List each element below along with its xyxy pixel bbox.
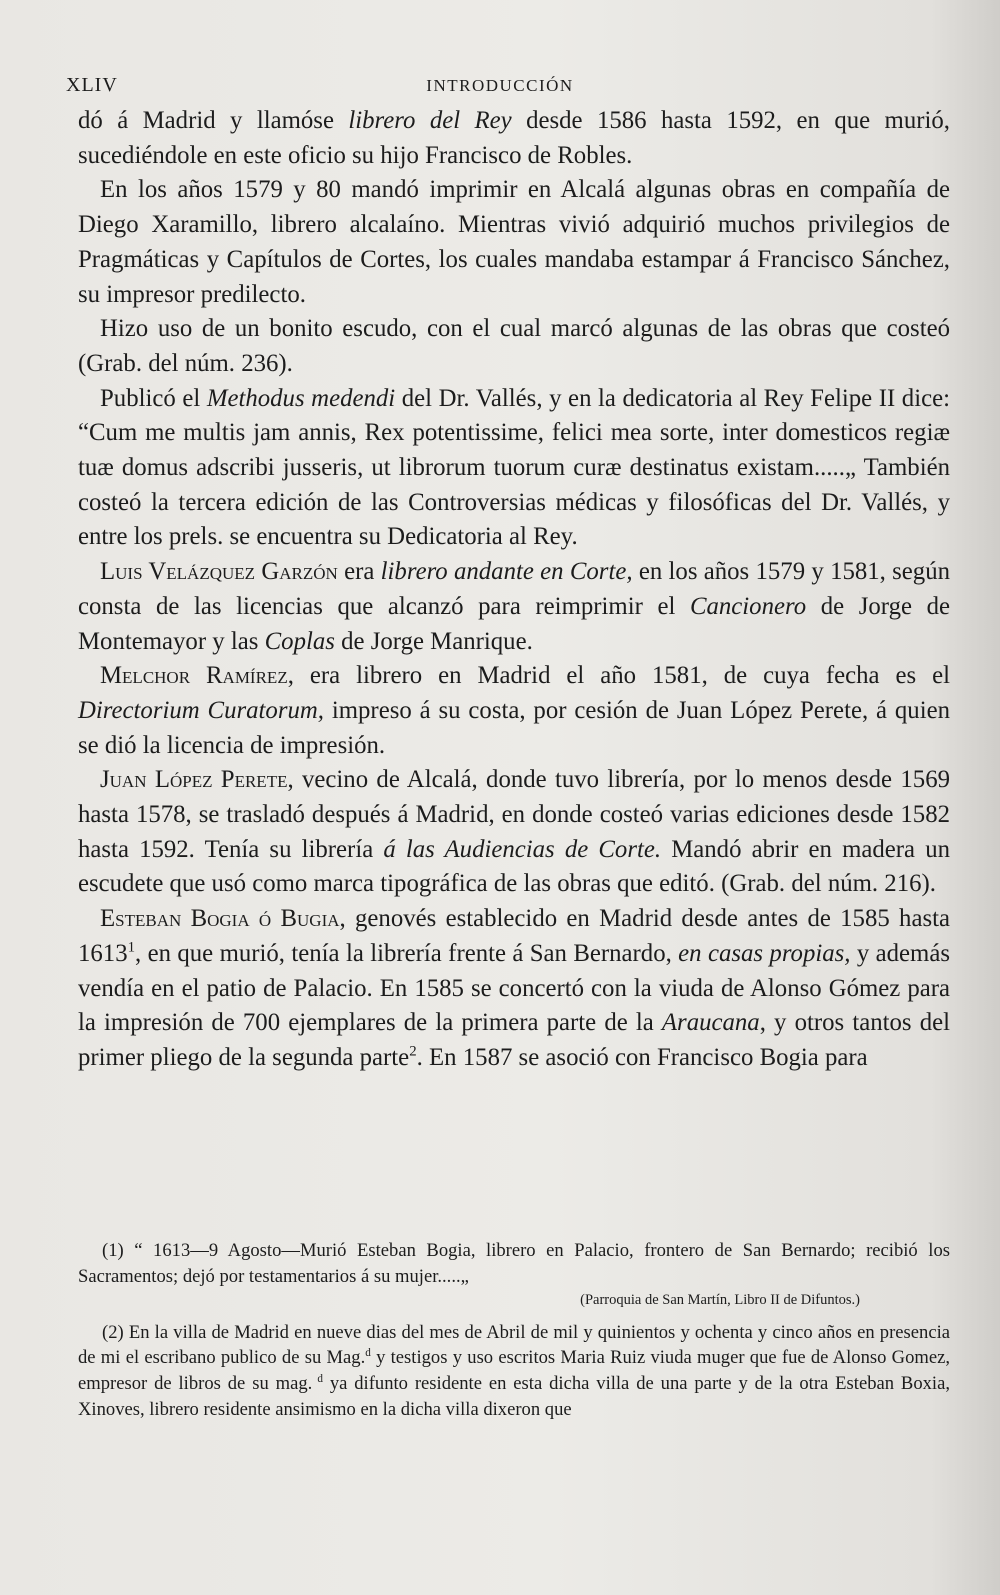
person-name: Esteban Bogia ó Bugia <box>100 905 340 933</box>
paragraph-lopez-perete <box>78 763 950 902</box>
text-run: impreso á su costa, por cesión de Juan López Perete, á quien se dió la licencia de impresión. <box>78 696 950 759</box>
paragraph-melchor-ramirez <box>78 659 950 763</box>
text-run: , era librero en Madrid el año 1581, de cuya fecha es el <box>287 662 950 690</box>
text-run: , y otros tantos del primer pliego de la segunda parte <box>78 1009 950 1071</box>
superscript: d <box>365 1347 371 1360</box>
italic-run: Coplas <box>264 627 335 655</box>
page-number: XLIV <box>66 74 118 96</box>
person-name: Melchor Ramírez <box>100 662 288 690</box>
running-head <box>66 74 934 98</box>
footnote-ref: 1 <box>127 939 136 956</box>
footnotes <box>78 1238 950 1433</box>
paragraph-methodus <box>78 382 950 556</box>
text-run: del Dr. Vallés, y en la dedicatoria al Rey Felipe II dice: “Cum me multis jam annis, Rex potentissime, felici mea sorte, inter domesticos regiæ tuæ domus adscribi jusseris, ut librorum tuorum curæ destinatus existam.....„ También costeó la tercera edición de las Controversias médicas y filosóficas del Dr. Vallés, y entre los prels. se encuentra su Dedicatoria al Rey. <box>78 384 950 551</box>
text-run: y además vendía en el patio de Palacio. En 1585 se concertó con la viuda de Alonso Gómez para la impresión de 700 ejemplares de la primera parte de la <box>78 939 951 1037</box>
footnote-source: (Parroquia de San Martín, Libro II de Difuntos.) <box>580 1291 860 1308</box>
italic-run: Araucana <box>661 1009 760 1037</box>
italic-run: Cancionero <box>689 592 807 620</box>
italic-run: en casas propias, <box>678 939 851 967</box>
paragraph-alcala-printing: En los años 1579 y 80 mandó imprimir en Alcalá algunas obras en compañía de Diego Xaramillo, librero alcalaíno. Mientras vivió adquirió muchos privilegios de Pragmáticas y Capítulos de Cortes, los cuales mandaba estampar á Francisco Sánchez, su impresor predilecto. <box>78 176 950 308</box>
footnote-text: y testigos y uso escritos Maria Ruiz viuda muger que fue de Alonso Gomez, empresor de libros de su mag. <box>78 1347 950 1395</box>
text-run: de Jorge de Montemayor y las <box>78 592 950 655</box>
text-run: Mandó abrir en madera un escudete que usó como marca tipográfica de las obras que editó. (Grab. del núm. 216). <box>78 835 950 898</box>
italic-run: Methodus medendi <box>206 384 396 412</box>
text-run: , genovés establecido en Madrid desde antes de 1585 hasta 1613 <box>78 905 950 967</box>
italic-run: librero andante en Corte, <box>380 558 633 586</box>
footnote-text: (2) En la villa de Madrid en nueve dias del mes de Abril de mil y quinientos y ochenta y cinco años en presencia de mi el escribano publico de su Mag. <box>78 1321 950 1369</box>
paragraph-escudo: Hizo uso de un bonito escudo, con el cual marcó algunas de las obras que costeó (Grab. del núm. 236). <box>78 315 950 377</box>
footnote-text: (1) “ 1613—9 Agosto—Murió Esteban Bogia, librero en Palacio, frontero de San Bernardo; recibió los Sacramentos; dejó por testamentarios á su mujer.....„ <box>78 1240 950 1287</box>
text-run: Publicó el <box>100 384 207 412</box>
running-title: INTRODUCCIÓN <box>426 76 574 95</box>
paragraph-esteban-bogia <box>78 902 950 1076</box>
text-run: , en que murió, tenía la librería frente á San Bernardo, <box>135 939 679 967</box>
text-run: desde 1586 hasta 1592, en que murió, sucediéndole en este oficio su hijo Francisco de Robles. <box>78 107 950 169</box>
text-run: de Jorge Manrique. <box>334 627 533 655</box>
text-run: era <box>337 558 381 586</box>
person-name: Juan López Perete <box>100 766 288 794</box>
italic-run: librero del Rey <box>348 107 512 134</box>
italic-run: Directorium Curatorum, <box>78 696 324 724</box>
text-run: , vecino de Alcalá, donde tuvo librería, por lo menos desde 1569 hasta 1578, se trasladó después á Madrid, en donde costeó varias ediciones desde 1582 hasta 1592. Tenía su librería <box>78 766 950 863</box>
footnote-2 <box>78 1320 950 1423</box>
text-run: dó á Madrid y llamóse <box>78 107 349 134</box>
person-name: Luis Velázquez Garzón <box>100 558 338 586</box>
superscript: d <box>312 1373 323 1385</box>
paragraph-velazquez-garzon <box>78 555 950 659</box>
text-run: . En 1587 se asoció con Francisco Bogia para <box>416 1043 868 1071</box>
main-text <box>78 104 950 1076</box>
paragraph-robles-continued <box>78 104 950 173</box>
italic-run: á las Audiencias de Corte. <box>383 835 662 863</box>
text-run: en los años 1579 y 1581, según consta de las licencias que alcanzó para reimprimir el <box>78 558 950 620</box>
footnote-1 <box>78 1238 950 1310</box>
footnote-ref: 2 <box>409 1043 417 1060</box>
footnote-text: ya difunto residente en esta dicha villa de una parte y de la otra Esteban Boxia, Xinoves, librero residente ansimismo en la dicha villa dixeron que <box>78 1373 950 1420</box>
